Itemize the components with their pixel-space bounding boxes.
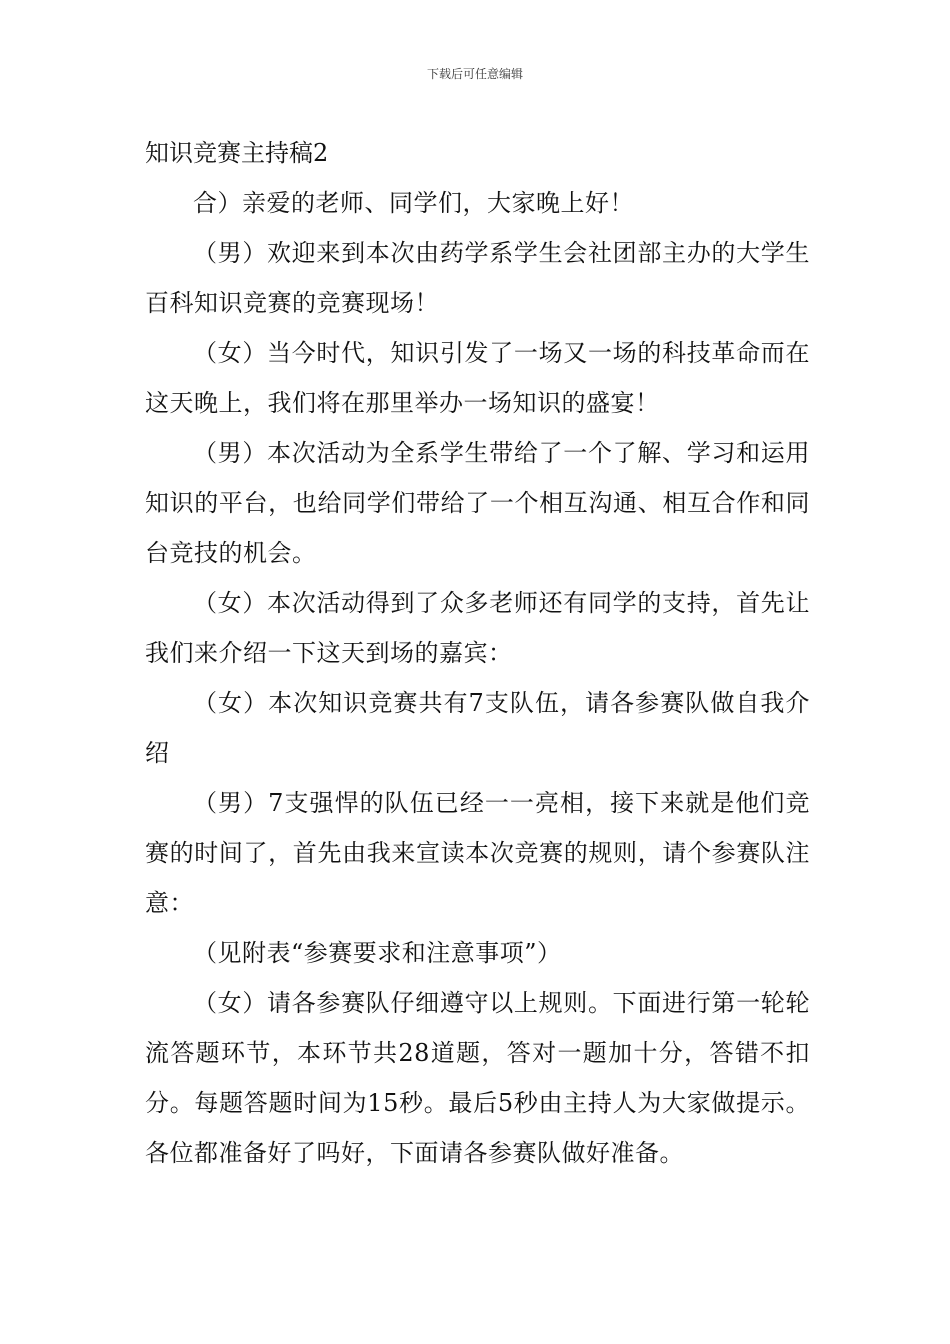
paragraph-appendix: （见附表“参赛要求和注意事项”）: [193, 939, 562, 967]
paragraph-teams: （女）本次知识竞赛共有7支队伍，请各参赛队做自我介绍: [145, 689, 810, 767]
page-header: 下载后可任意编辑: [426, 67, 523, 81]
paragraph-greeting: 合）亲爱的老师、同学们，大家晚上好！: [193, 189, 634, 217]
paragraph-round-one: （女）请各参赛队仔细遵守以上规则。下面进行第一轮轮流答题环节，本环节共28道题，答对一题加十分，答错不扣分。每题答题时间为15秒。最后5秒由主持人为大家做提示。各位都准备好了吗好，下面请各参赛队做好准备。: [145, 989, 810, 1167]
document-title: 知识竞赛主持稿2: [145, 139, 329, 167]
paragraph-welcome: （男）欢迎来到本次由药学系学生会社团部主办的大学生百科知识竞赛的竞赛现场！: [145, 239, 810, 317]
paragraph-guests: （女）本次活动得到了众多老师还有同学的支持，首先让我们来介绍一下这天到场的嘉宾：: [145, 589, 810, 667]
paragraph-era: （女）当今时代，知识引发了一场又一场的科技革命而在这天晚上，我们将在那里举办一场知识的盛宴！: [145, 339, 810, 417]
document-body: [145, 128, 810, 1178]
paragraph-rules: （男）7支强悍的队伍已经一一亮相，接下来就是他们竞赛的时间了，首先由我来宣读本次竞赛的规则，请个参赛队注意：: [145, 789, 810, 917]
paragraph-platform: （男）本次活动为全系学生带给了一个了解、学习和运用知识的平台，也给同学们带给了一个相互沟通、相互合作和同台竞技的机会。: [145, 439, 810, 567]
